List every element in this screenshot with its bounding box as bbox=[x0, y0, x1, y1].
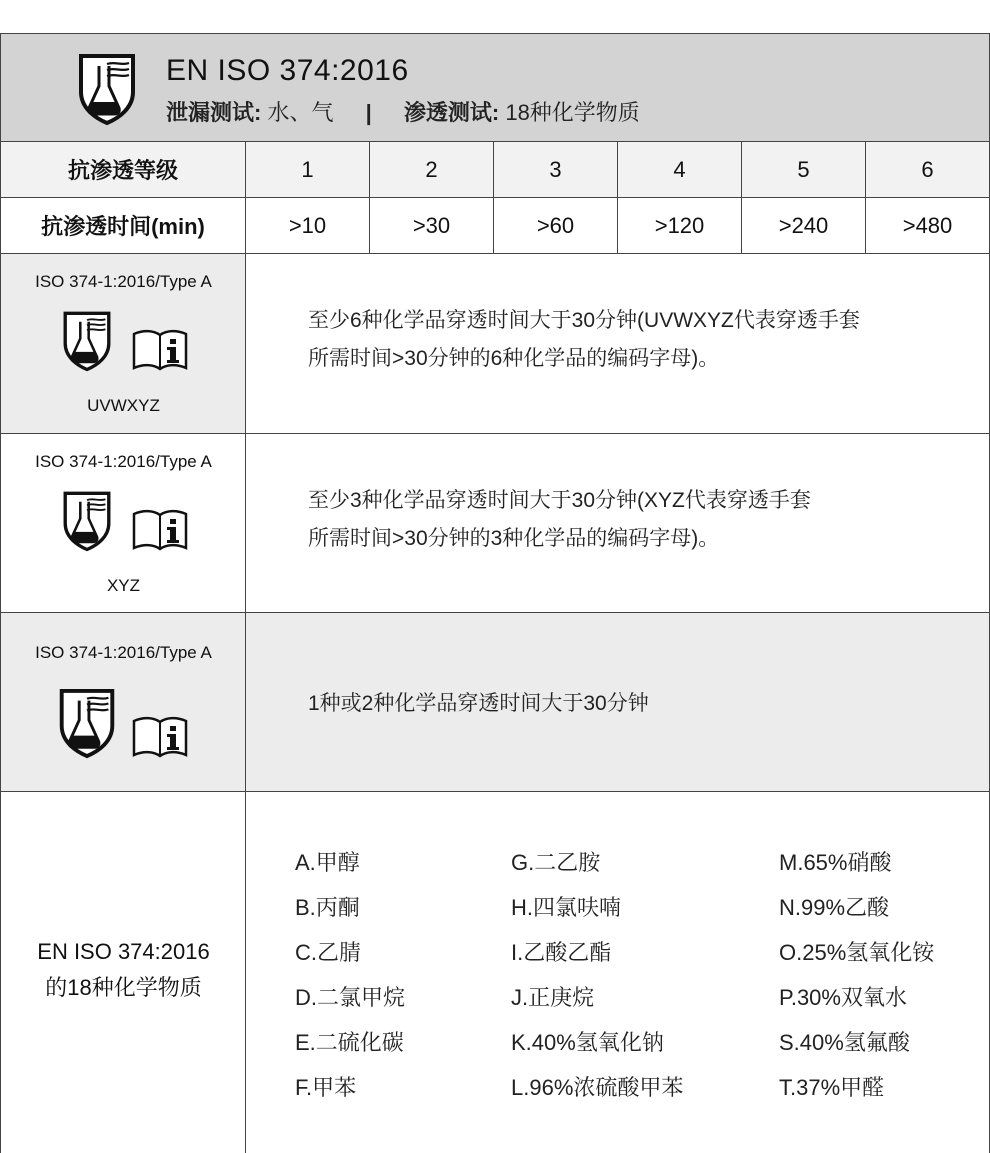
permeation-time-row bbox=[1, 198, 989, 254]
type-description bbox=[308, 482, 811, 558]
info-book-icon bbox=[131, 508, 189, 552]
icon-group bbox=[57, 687, 189, 759]
chemical-code: UVWXYZ bbox=[87, 396, 160, 415]
level-cell: 6 bbox=[921, 156, 934, 182]
chemical-item: G.二乙胺 bbox=[511, 850, 601, 875]
chemical-item: O.25%氢氧化铵 bbox=[779, 940, 935, 965]
permeation-test-value: 18种化学物质 bbox=[505, 100, 640, 125]
chemical-item: F.甲苯 bbox=[295, 1075, 357, 1100]
chemical-item: T.37%甲醛 bbox=[779, 1075, 885, 1100]
level-cell: 2 bbox=[370, 142, 494, 197]
time-cell: >30 bbox=[370, 198, 494, 253]
standard-label: ISO 374-1:2016/Type A bbox=[35, 272, 212, 291]
info-book-icon bbox=[131, 328, 189, 372]
chemical-code: XYZ bbox=[106, 576, 141, 595]
chemical-shield-icon bbox=[57, 490, 117, 552]
chemicals-label-cell bbox=[1, 792, 246, 1153]
chemical-item: B.丙酮 bbox=[295, 895, 360, 920]
type-row-1-2-chemicals bbox=[1, 613, 989, 792]
standard-label: ISO 374-1:2016/Type A bbox=[35, 643, 212, 662]
chemical-item: E.二硫化碳 bbox=[295, 1030, 404, 1055]
chemical-shield-icon bbox=[77, 52, 137, 126]
chemicals-label-line: 的18种化学物质 bbox=[45, 975, 202, 1000]
chemical-item: L.96%浓硫酸甲苯 bbox=[511, 1075, 684, 1100]
chemicals-label-line: EN ISO 374:2016 bbox=[37, 939, 210, 964]
chemical-item: P.30%双氧水 bbox=[779, 985, 907, 1010]
chemical-shield-icon bbox=[57, 310, 117, 372]
time-cell: >120 bbox=[618, 198, 742, 253]
time-cell: >480 bbox=[902, 212, 953, 238]
level-label: 抗渗透等级 bbox=[1, 142, 246, 197]
chemical-item: C.乙腈 bbox=[295, 940, 362, 965]
chemical-item: N.99%乙酸 bbox=[779, 895, 890, 920]
chemical-item: I.乙酸乙酯 bbox=[511, 940, 612, 965]
standard-label: ISO 374-1:2016/Type A bbox=[35, 452, 212, 471]
header-subtitle bbox=[166, 96, 640, 127]
type-description bbox=[308, 302, 860, 378]
type-row-left bbox=[1, 254, 246, 433]
icon-group bbox=[57, 490, 189, 552]
header-banner bbox=[1, 34, 989, 142]
header-separator: | bbox=[365, 100, 372, 125]
chemical-item: D.二氯甲烷 bbox=[295, 985, 406, 1010]
level-cell: 1 bbox=[246, 142, 370, 197]
type-row-left bbox=[1, 434, 246, 612]
chemical-item: M.65%硝酸 bbox=[779, 850, 892, 875]
type-row-right bbox=[246, 434, 989, 612]
description-line: 至少3种化学品穿透时间大于30分钟(XYZ代表穿透手套 bbox=[308, 489, 811, 512]
type-row-right bbox=[246, 613, 989, 791]
chemicals-column-1 bbox=[295, 840, 405, 1110]
chemical-item: A.甲醇 bbox=[295, 850, 360, 875]
chemicals-section bbox=[1, 792, 989, 1153]
level-cell: 3 bbox=[494, 142, 618, 197]
time-cell: >240 bbox=[742, 198, 866, 253]
chemicals-column-3 bbox=[779, 840, 934, 1110]
time-cell: >60 bbox=[494, 198, 618, 253]
leak-test-label: 泄漏测试: bbox=[166, 100, 262, 125]
description-line: 所需时间>30分钟的3种化学品的编码字母)。 bbox=[308, 527, 720, 550]
info-book-icon bbox=[131, 715, 189, 759]
description-line: 所需时间>30分钟的6种化学品的编码字母)。 bbox=[308, 347, 720, 370]
type-row-3-chemicals bbox=[1, 434, 989, 613]
level-cell: 5 bbox=[742, 142, 866, 197]
chemicals-label bbox=[1, 934, 246, 1006]
header-title: EN ISO 374:2016 bbox=[166, 54, 409, 87]
time-cell: >10 bbox=[246, 198, 370, 253]
chemical-item: J.正庚烷 bbox=[511, 985, 595, 1010]
type-row-right bbox=[246, 254, 989, 433]
level-cell: 4 bbox=[618, 142, 742, 197]
permeation-level-row bbox=[1, 142, 989, 198]
spec-sheet bbox=[0, 33, 990, 1153]
chemical-item: H.四氯呋喃 bbox=[511, 895, 622, 920]
permeation-test-label: 渗透测试: bbox=[403, 100, 500, 125]
icon-group bbox=[57, 310, 189, 372]
chemical-item: S.40%氢氟酸 bbox=[779, 1030, 910, 1055]
type-row-6-chemicals bbox=[1, 254, 989, 434]
chemical-shield-icon bbox=[57, 687, 117, 759]
chemical-item: K.40%氢氧化钠 bbox=[511, 1030, 664, 1055]
description-line: 1种或2种化学品穿透时间大于30分钟 bbox=[308, 692, 649, 715]
type-description bbox=[308, 685, 649, 723]
leak-test-value: 水、气 bbox=[267, 100, 334, 125]
time-label: 抗渗透时间(min) bbox=[1, 198, 246, 253]
description-line: 至少6种化学品穿透时间大于30分钟(UVWXYZ代表穿透手套 bbox=[308, 309, 860, 332]
type-row-left bbox=[1, 613, 246, 791]
chemicals-column-2 bbox=[511, 840, 683, 1110]
